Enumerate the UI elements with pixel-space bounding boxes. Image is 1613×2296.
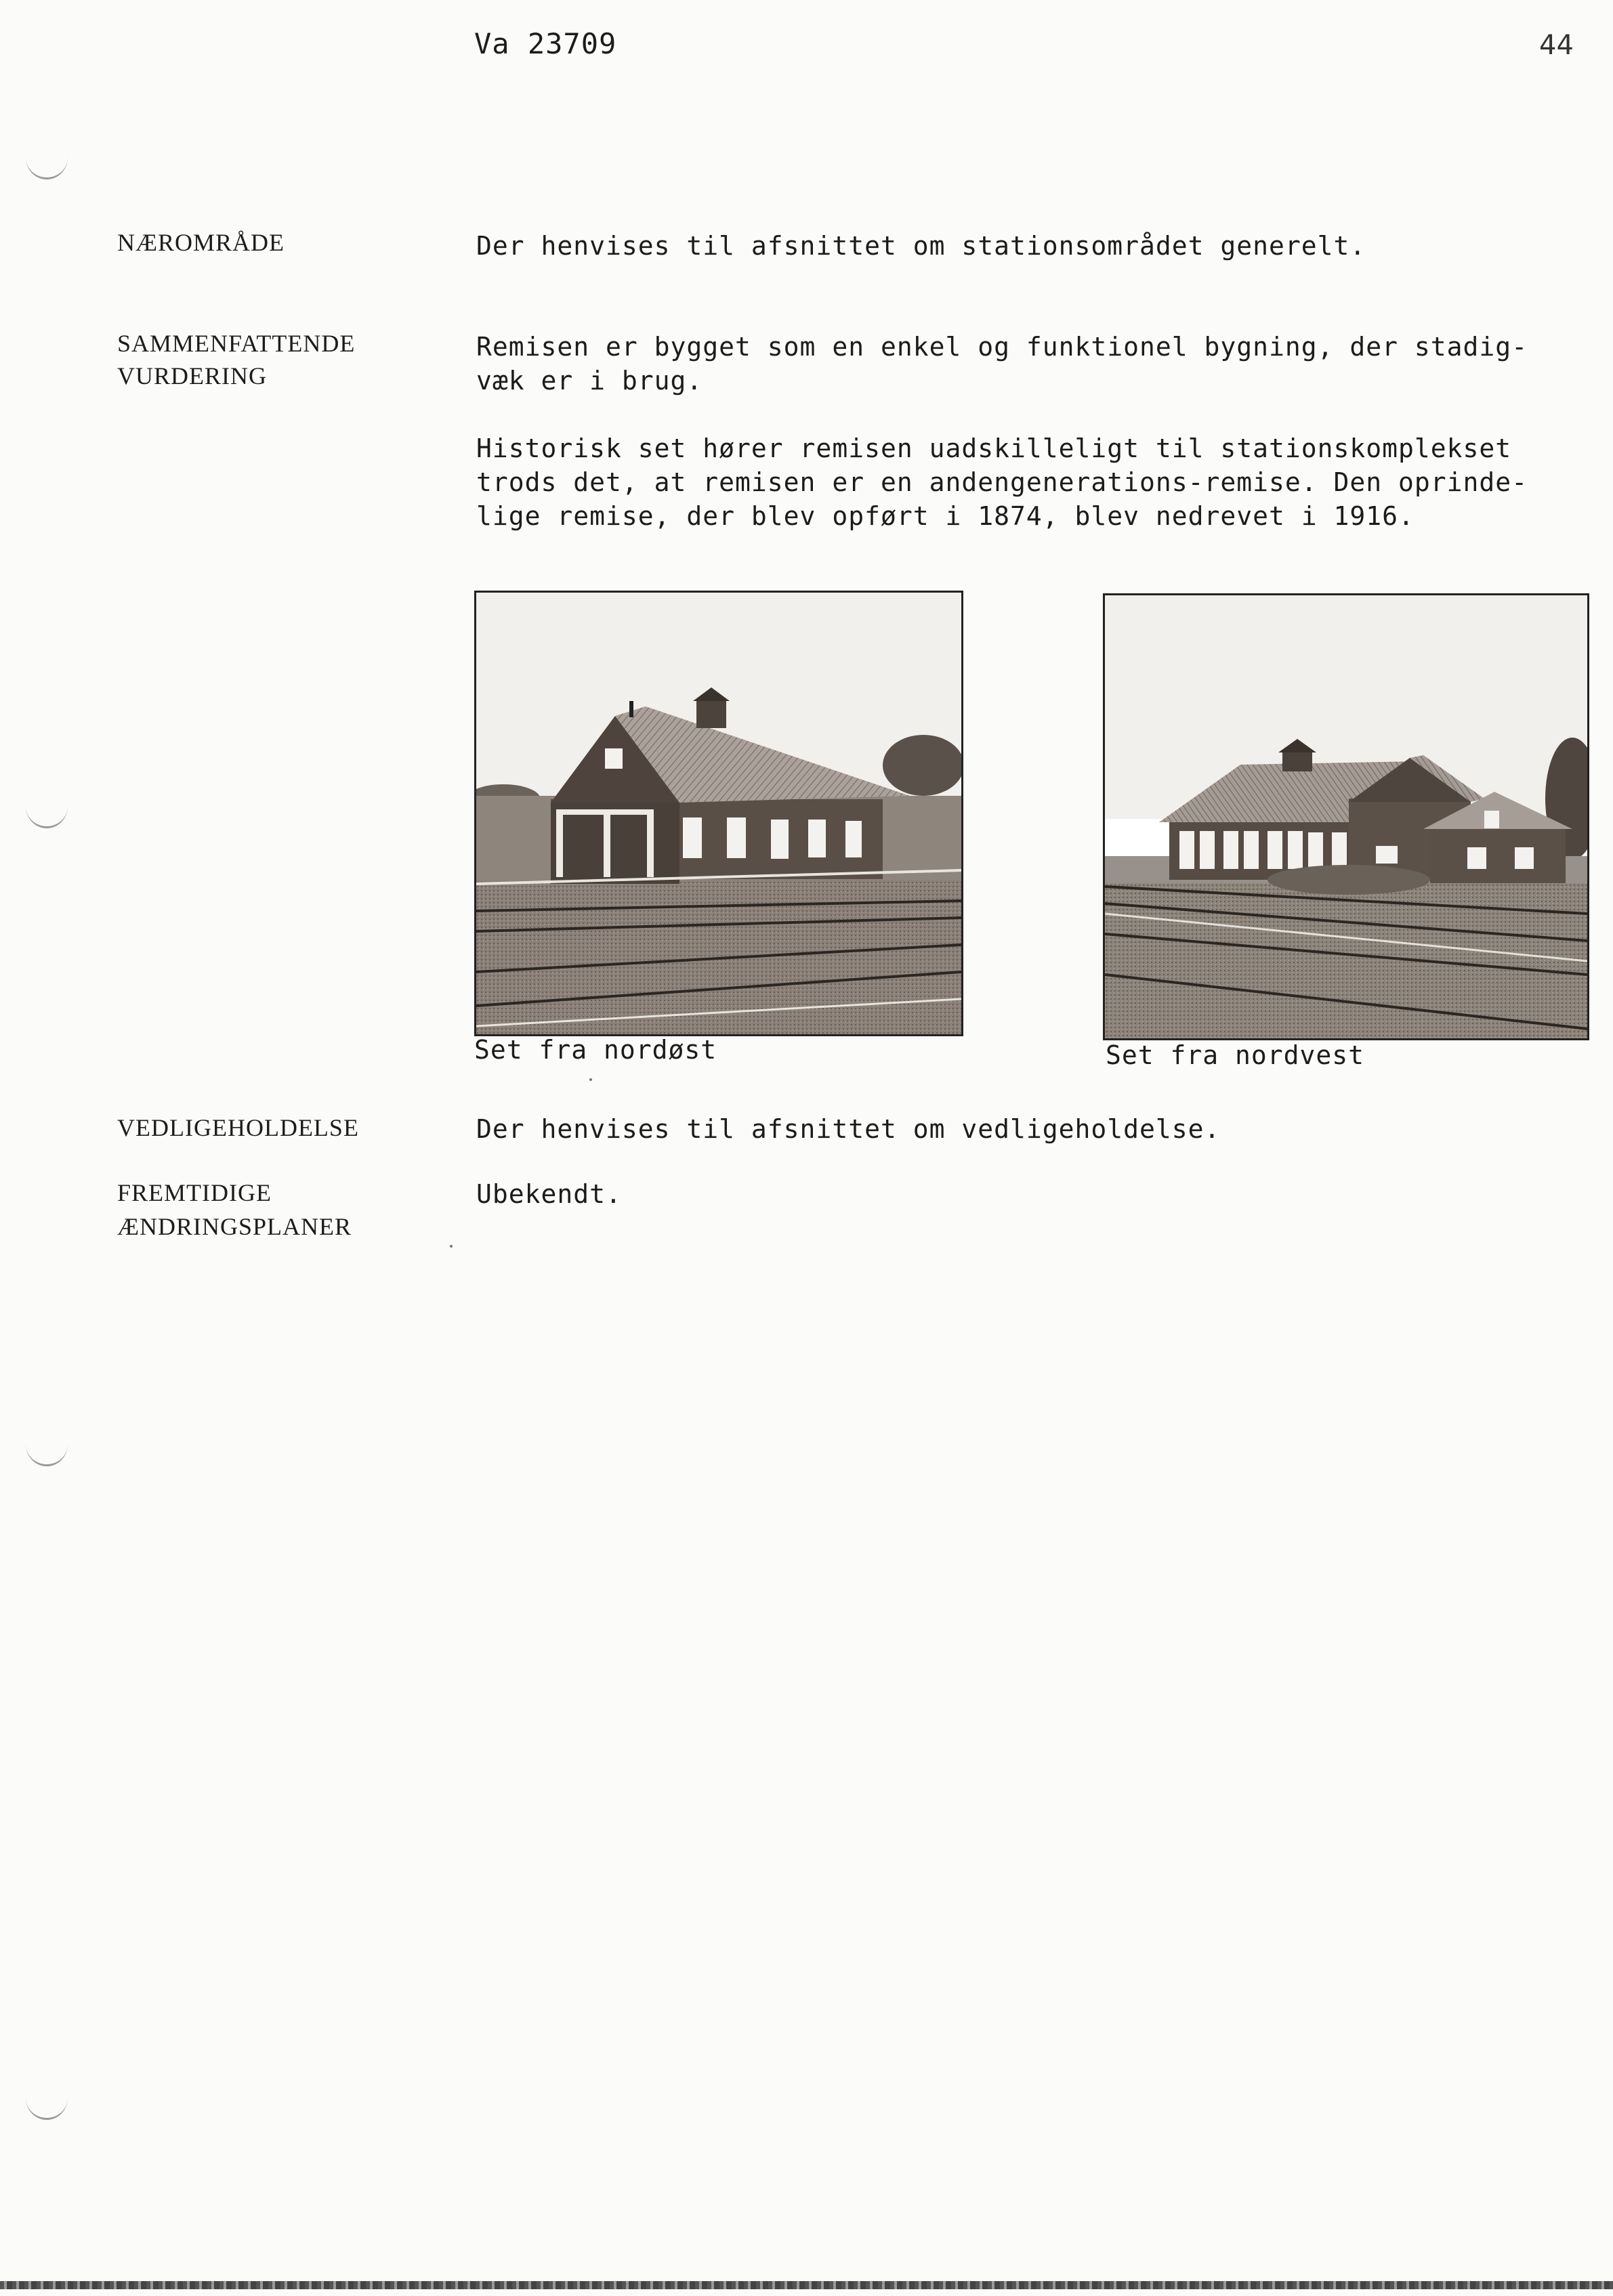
page-number: 44 <box>1539 30 1574 61</box>
section-label-naeromraade: NÆROMRÅDE <box>117 229 285 256</box>
photo-caption-northeast: Set fra nordøst <box>474 1035 717 1065</box>
summary-paragraph-1-line-1: Remisen er bygget som en enkel og funktionel bygning, der stadig- <box>476 332 1528 362</box>
scan-edge <box>0 2281 1613 2289</box>
photo-caption-northwest: Set fra nordvest <box>1106 1040 1365 1070</box>
photo-remise-northwest <box>1103 593 1589 1040</box>
binder-hole <box>26 135 68 179</box>
summary-paragraph-2-line-1: Historisk set hører remisen uadskilleligt til stationskomplekset <box>476 433 1512 463</box>
binder-hole <box>26 784 68 828</box>
section-label-fremtidige: FREMTIDIGE <box>117 1179 272 1206</box>
section-label-sammenfattende: SAMMENFATTENDE <box>117 330 356 357</box>
section-label-aendringsplaner: ÆNDRINGSPLANER <box>117 1213 352 1240</box>
photo-remise-northeast-image <box>476 593 961 1034</box>
section-label-vurdering: VURDERING <box>117 362 267 389</box>
section-text-vedligeholdelse: Der henvises til afsnittet om vedligeholdelse. <box>476 1114 1221 1144</box>
binder-hole <box>26 2076 68 2120</box>
scan-speck <box>450 1245 453 1248</box>
section-text-naeromraade: Der henvises til afsnittet om stationsområdet generelt. <box>476 231 1366 261</box>
section-text-fremtidige: Ubekendt. <box>476 1179 622 1209</box>
binder-hole <box>26 1422 68 1466</box>
summary-paragraph-2-line-3: lige remise, der blev opført i 1874, blev nedrevet i 1916. <box>476 501 1415 531</box>
document-reference: Va 23709 <box>474 27 617 60</box>
photo-remise-northwest-image <box>1105 595 1587 1038</box>
photo-remise-northeast <box>474 591 963 1036</box>
scan-speck <box>589 1078 592 1081</box>
summary-paragraph-1-line-2: væk er i brug. <box>476 366 703 396</box>
summary-paragraph-2-line-2: trods det, at remisen er en andengenerations-remise. Den oprinde- <box>476 467 1528 497</box>
section-label-vedligeholdelse: VEDLIGEHOLDELSE <box>117 1114 359 1141</box>
